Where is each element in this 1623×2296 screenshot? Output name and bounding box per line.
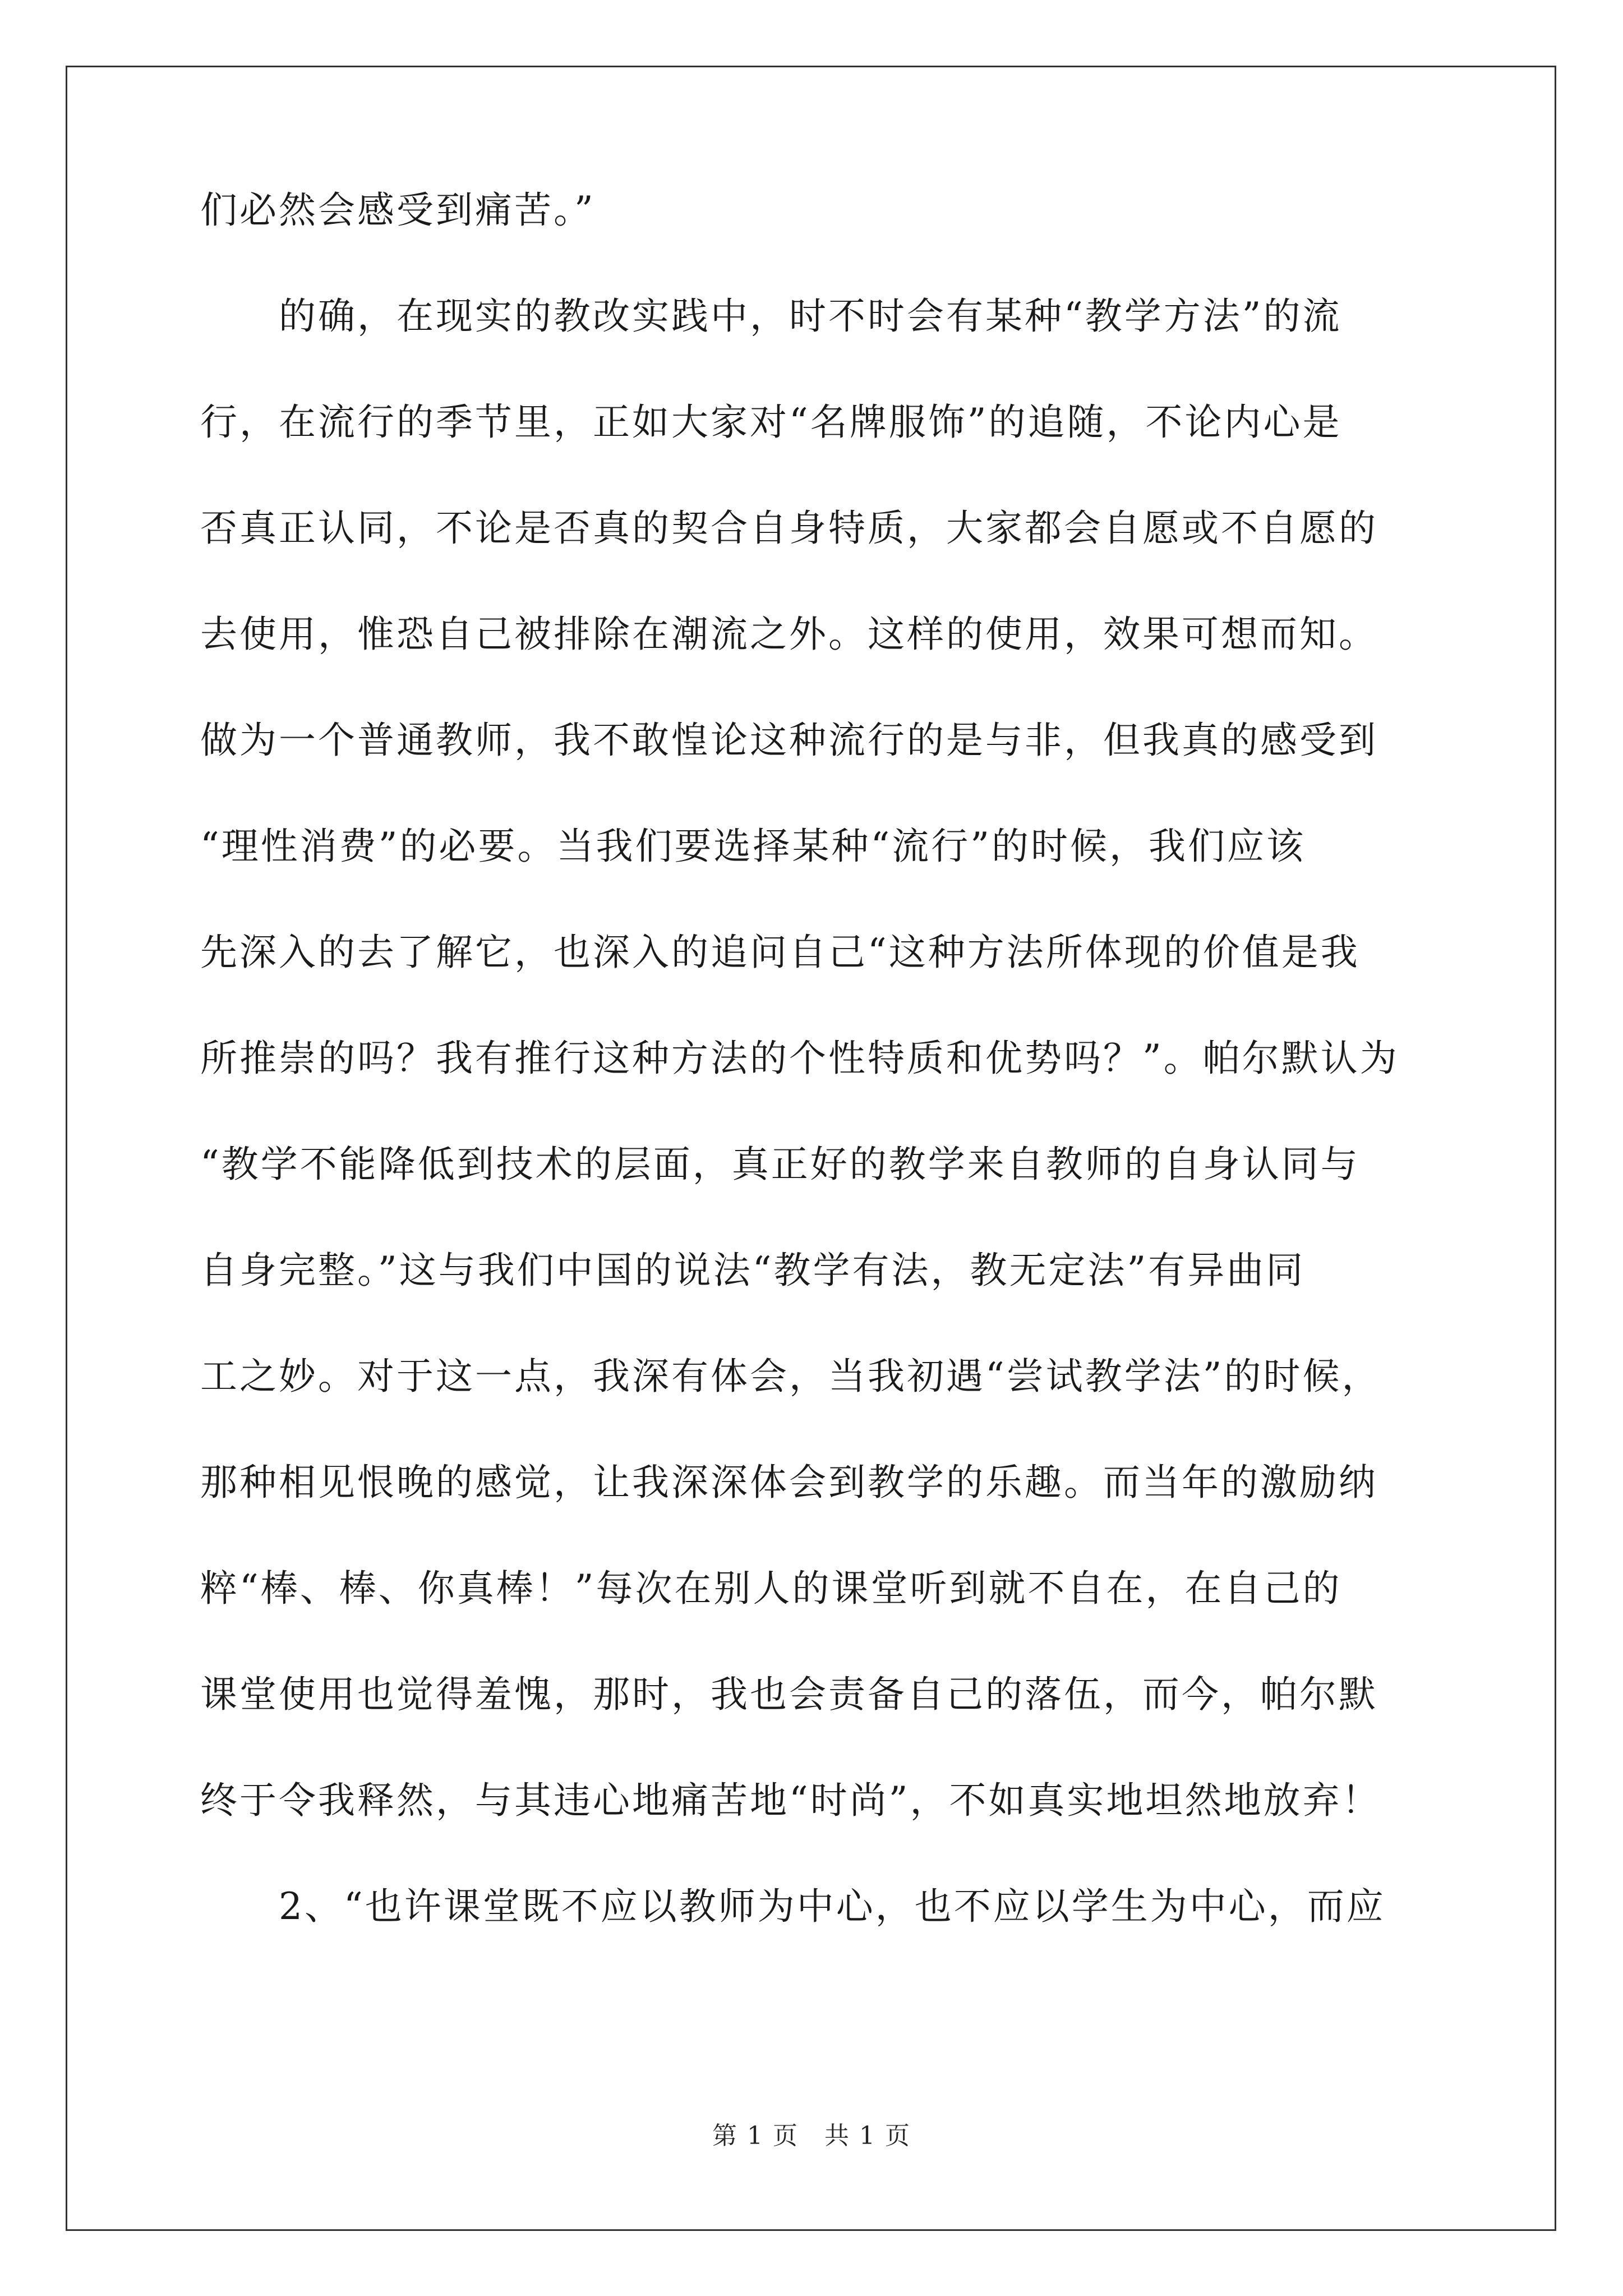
text-line: 粹“棒、棒、你真棒！”每次在别人的课堂听到就不自在，在自己的 [200,1567,1342,1610]
text-line: 所推崇的吗？我有推行这种方法的个性特质和优势吗？”。帕尔默认为 [200,1037,1399,1080]
text-line: 否真正认同，不论是否真的契合自身特质，大家都会自愿或不自愿的 [200,507,1378,550]
text-line: 先深入的去了解它，也深入的追问自己“这种方法所体现的价值是我 [200,931,1360,974]
text-line: “理性消费”的必要。当我们要选择某种“流行”的时候，我们应该 [200,825,1306,868]
text-line: 们必然会感受到痛苦。” [200,188,596,232]
text-line: “教学不能降低到技术的层面，真正好的教学来自教师的自身认同与 [200,1143,1360,1186]
text-line: 终于令我释然，与其违心地痛苦地“时尚”，不如真实地坦然地放弃！ [200,1779,1381,1822]
text-line: 课堂使用也觉得羞愧，那时，我也会责备自己的落伍，而今，帕尔默 [200,1673,1378,1716]
text-line: 的确，在现实的教改实践中，时不时会有某种“教学方法”的流 [200,295,1342,338]
page-number: 第 1 页 共 1 页 [712,2122,911,2150]
text-line: 自身完整。”这与我们中国的说法“教学有法，教无定法”有异曲同 [200,1249,1306,1292]
text-line: 做为一个普通教师，我不敢惶论这种流行的是与非，但我真的感受到 [200,719,1378,762]
text-line: 2、“也许课堂既不应以教师为中心，也不应以学生为中心，而应 [200,1885,1386,1928]
text-line: 行，在流行的季节里，正如大家对“名牌服饰”的追随，不论内心是 [200,401,1342,444]
text-line: 工之妙。对于这一点，我深有体会，当我初遇“尝试教学法”的时候， [200,1355,1381,1398]
text-line: 去使用，惟恐自己被排除在潮流之外。这样的使用，效果可想而知。 [200,613,1378,656]
text-line: 那种相见恨晚的感觉，让我深深体会到教学的乐趣。而当年的激励纳 [200,1461,1378,1504]
